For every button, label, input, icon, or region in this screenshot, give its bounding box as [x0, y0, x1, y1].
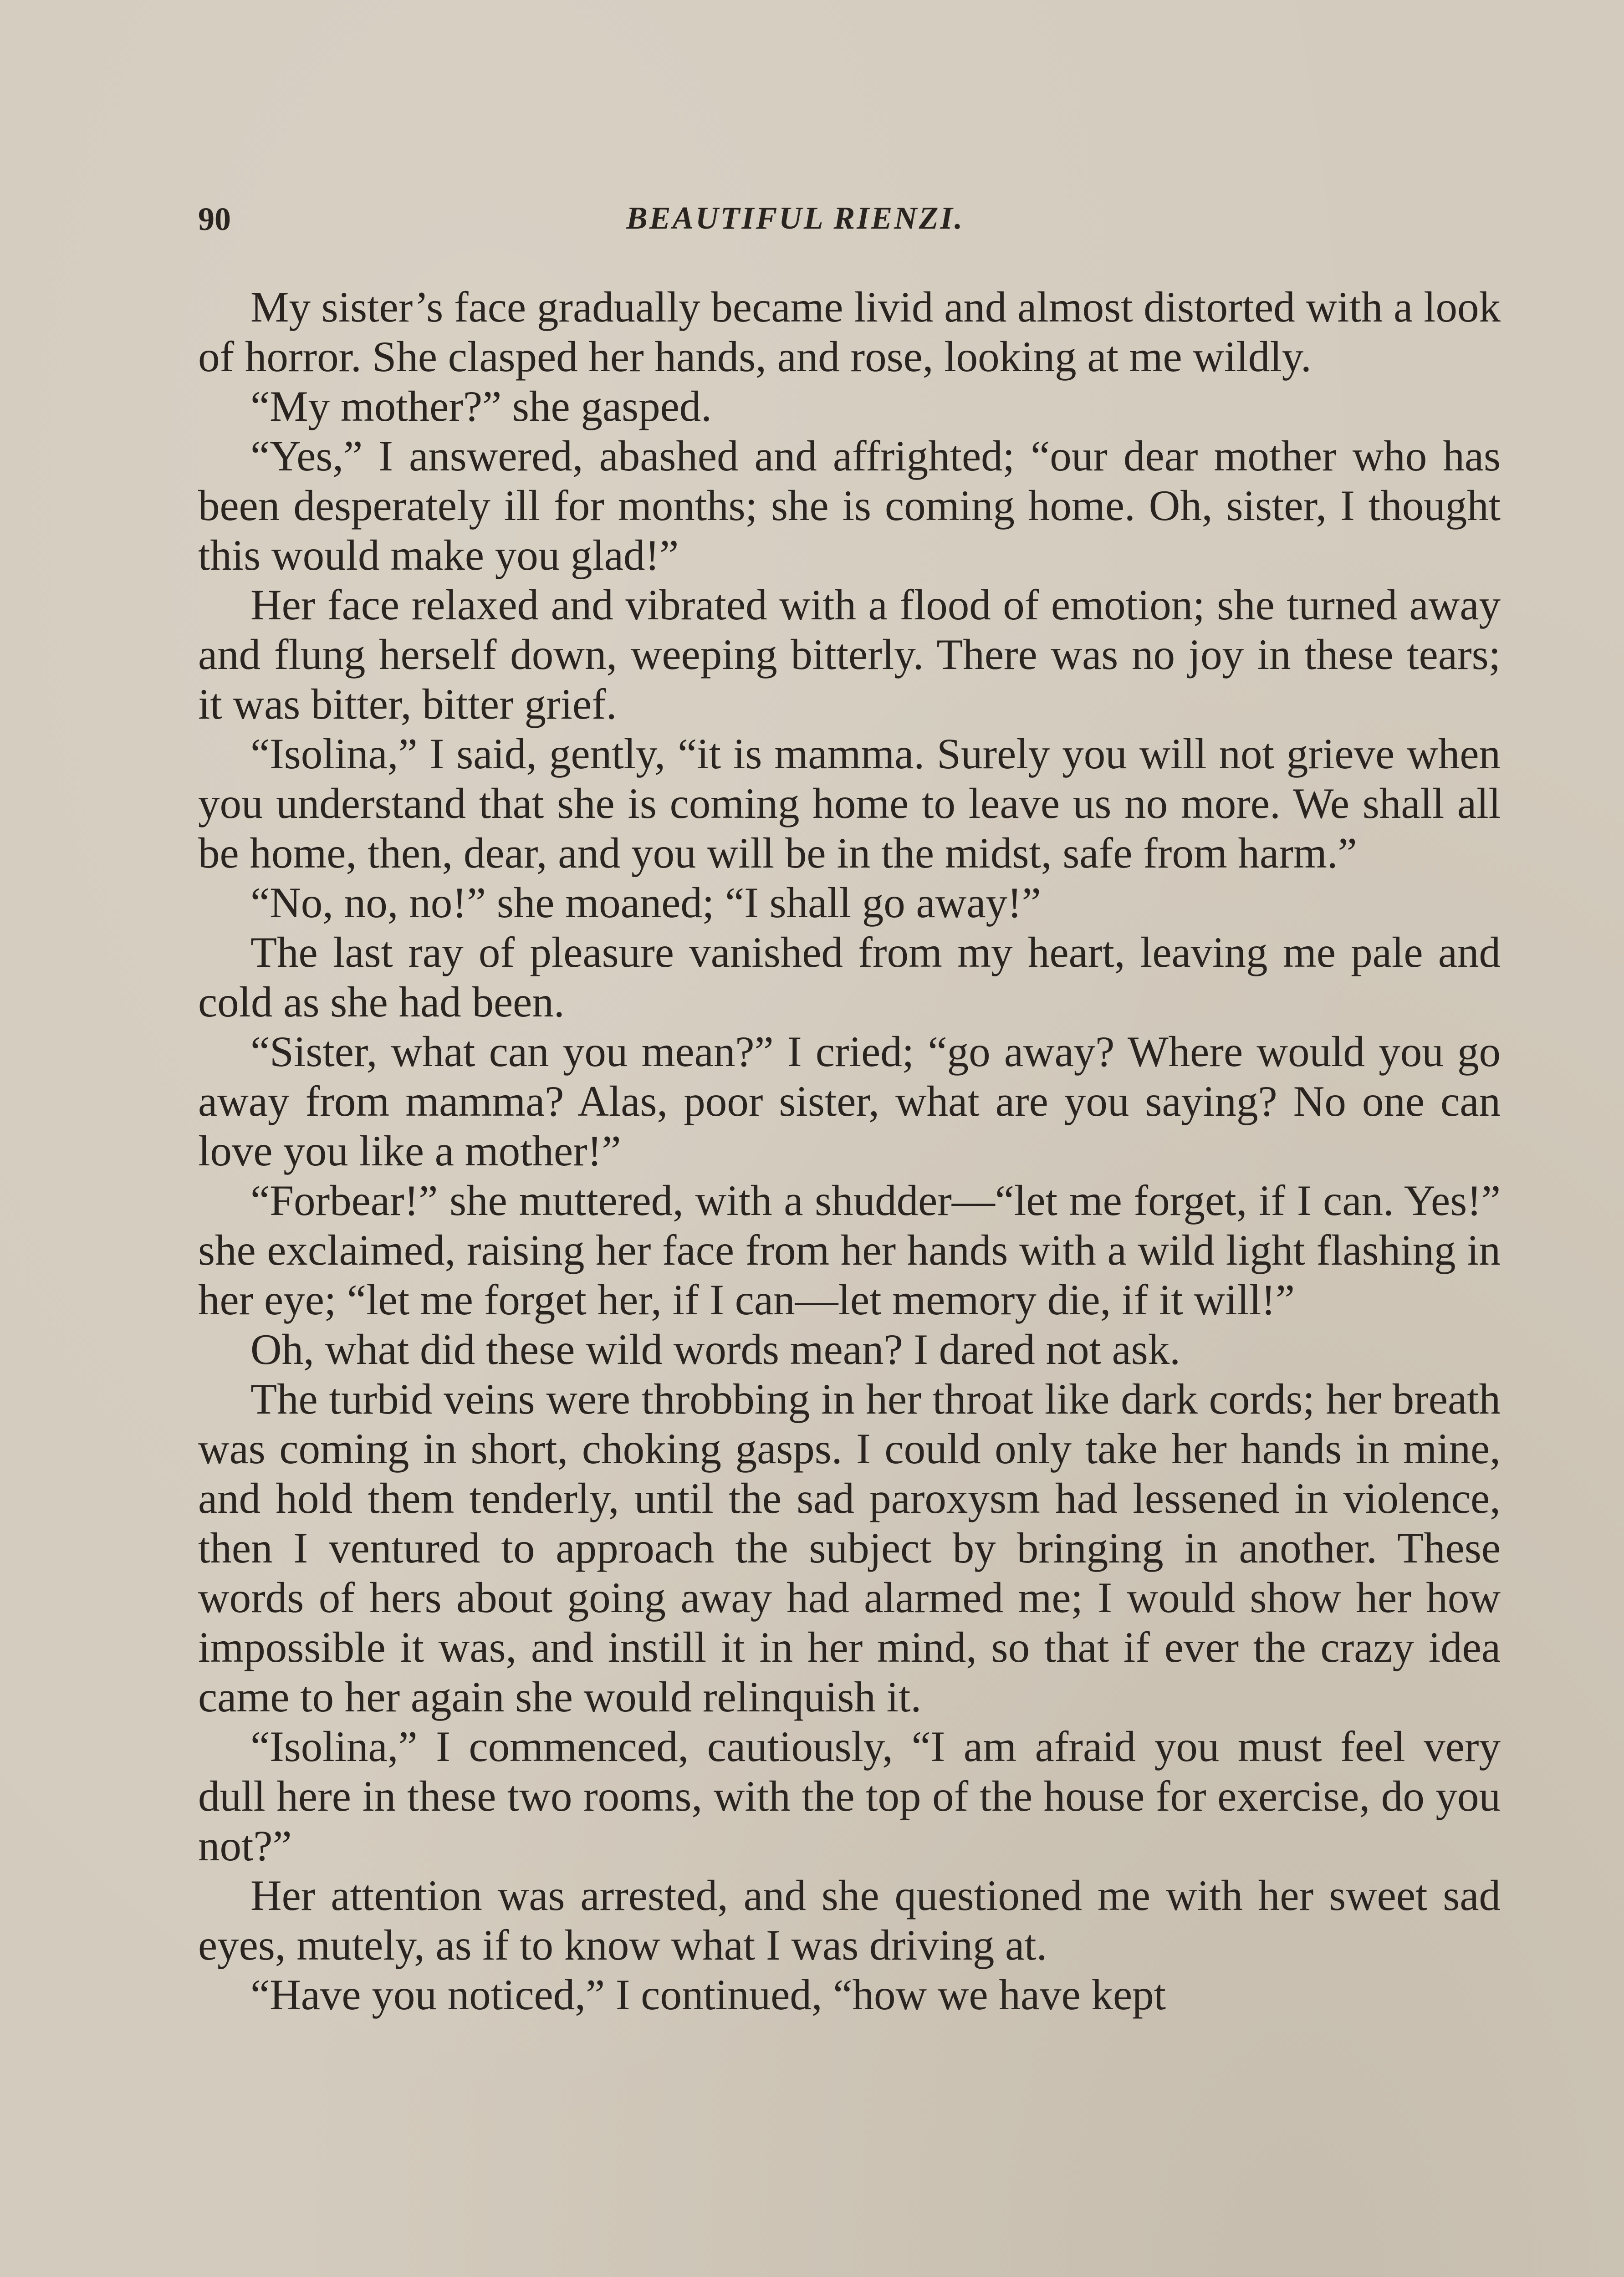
paragraph: “Isolina,” I commenced, cautiously, “I am afraid you must feel very dull here in these two rooms, with the top of the house for exercise, do you not?”	[198, 1722, 1501, 1870]
paragraph: “Isolina,” I said, gently, “it is mamma. Surely you will not grieve when you understand that she is coming home to leave us no more. We shall all be home, then, dear, and you will be in the midst, safe from harm.”	[198, 730, 1501, 877]
paragraph: Oh, what did these wild words mean? I dared not ask.	[250, 1325, 1180, 1373]
paragraph: Her face relaxed and vibrated with a flood of emotion; she turned away and flung herself down, weeping bitterly. There was no joy in these tears; it was bitter, bitter grief.	[198, 581, 1501, 728]
paragraph: “No, no, no!” she moaned; “I shall go away!”	[250, 878, 1041, 927]
page-number: 90	[198, 201, 231, 237]
paragraph: “Forbear!” she muttered, with a shudder—“let me forget, if I can. Yes!” she exclaimed, raising her face from her hands with a wild light flashing in her eye; “let me forget her, if I can—let memory die, if it will!”	[198, 1176, 1501, 1324]
paragraph: “Yes,” I answered, abashed and affrighted; “our dear mother who has been desperately ill for months; she is coming home. Oh, sister, I thought this would make you glad!”	[198, 432, 1501, 579]
paragraph: The turbid veins were throbbing in her throat like dark cords; her breath was coming in short, choking gasps. I could only take her hands in mine, and hold them tenderly, until the sad paroxysm had lessened in violence, then I ventured to approach the subject by bringing in another. These words of hers about going away had alarmed me; I would show her how impossible it was, and instill it in her mind, so that if ever the crazy idea came to her again she would relinquish it.	[198, 1375, 1501, 1721]
paragraph: “Sister, what can you mean?” I cried; “go away? Where would you go away from mamma? Alas, poor sister, what are you saying? No one can love you like a mother!”	[198, 1027, 1501, 1175]
paragraph: “My mother?” she gasped.	[250, 382, 712, 430]
paragraph: The last ray of pleasure vanished from my heart, leaving me pale and cold as she had been.	[198, 928, 1501, 1026]
paragraph: My sister’s face gradually became livid and almost distorted with a look of horror. She clasped her hands, and rose, looking at me wildly.	[198, 283, 1501, 381]
running-title: BEAUTIFUL RIENZI.	[626, 201, 965, 236]
page-header	[198, 200, 1501, 255]
paragraph: Her attention was arrested, and she questioned me with her sweet sad eyes, mutely, as if to know what I was driving at.	[198, 1871, 1501, 1969]
paragraph: “Have you noticed,” I continued, “how we have kept	[250, 1971, 1166, 2019]
body-text	[198, 282, 1501, 2020]
